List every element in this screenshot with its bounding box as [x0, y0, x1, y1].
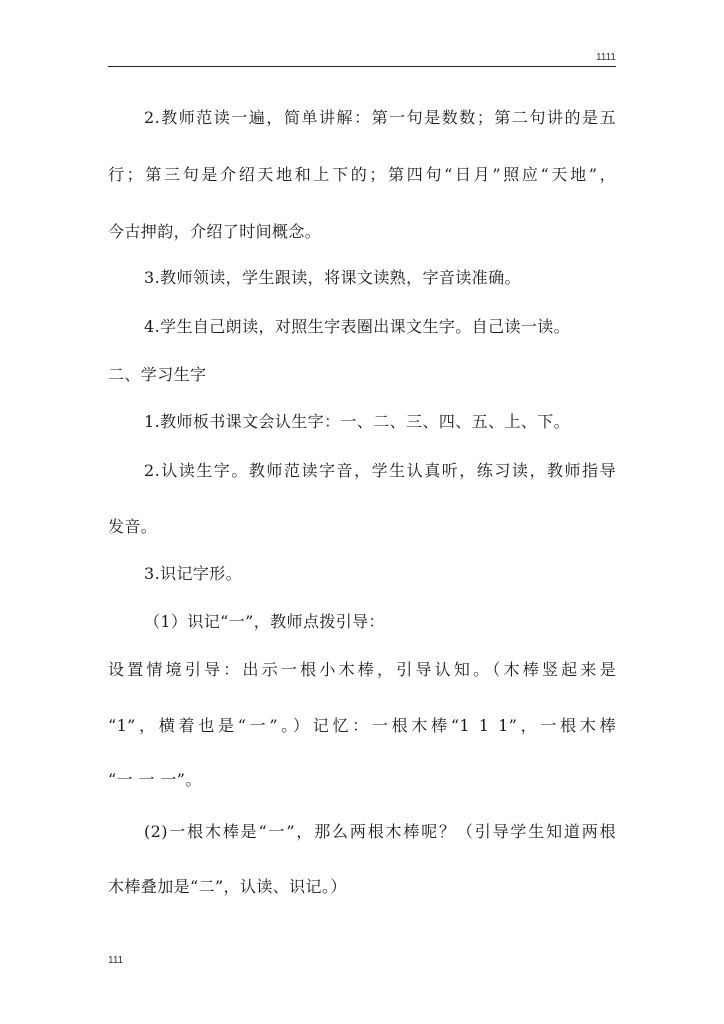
paragraph-line: 今古押韵，介绍了时间概念。 [108, 222, 322, 241]
footer-page-number: 111 [108, 955, 124, 966]
header-rule [108, 66, 616, 67]
header-page-number: 1111 [595, 52, 616, 63]
paragraph-line: 2.认读生字。教师范读字音，学生认真听，练习读，教师指导 [144, 461, 616, 480]
paragraph-line: 3.教师领读，学生跟读，将课文读熟，字音读准确。 [144, 268, 521, 287]
paragraph-line: 设置情境引导：出示一根小木棒，引导认知。（木棒竖起来是 [108, 660, 616, 679]
paragraph-line: 3.识记字形。 [144, 564, 243, 583]
paragraph-line: 木棒叠加是“二”，认读、识记。） [108, 877, 347, 896]
paragraph-line: 行；第三句是介绍天地和上下的；第四句“日月”照应“天地”， [108, 165, 616, 184]
paragraph-line: （1）识记“一”，教师点拨引导： [144, 612, 385, 631]
paragraph-line: (2)一根木棒是“一”，那么两根木棒呢？（引导学生知道两根 [144, 822, 616, 841]
paragraph-line: 4.学生自己朗读，对照生字表圈出课文生字。自己读一读。 [144, 317, 571, 336]
paragraph-line: 发音。 [108, 517, 158, 536]
paragraph-line: 1.教师板书课文会认生字：一、二、三、四、五、上、下。 [144, 412, 571, 431]
paragraph-line: 2.教师范读一遍，简单讲解：第一句是数数；第二句讲的是五 [144, 108, 616, 127]
section-heading: 二、学习生字 [108, 365, 207, 384]
paragraph-line: “1”，横着也是“一”。）记忆：一根木棒“1 1 1”，一根木棒 [108, 716, 616, 735]
paragraph-line: “一 一 一”。 [108, 770, 202, 789]
